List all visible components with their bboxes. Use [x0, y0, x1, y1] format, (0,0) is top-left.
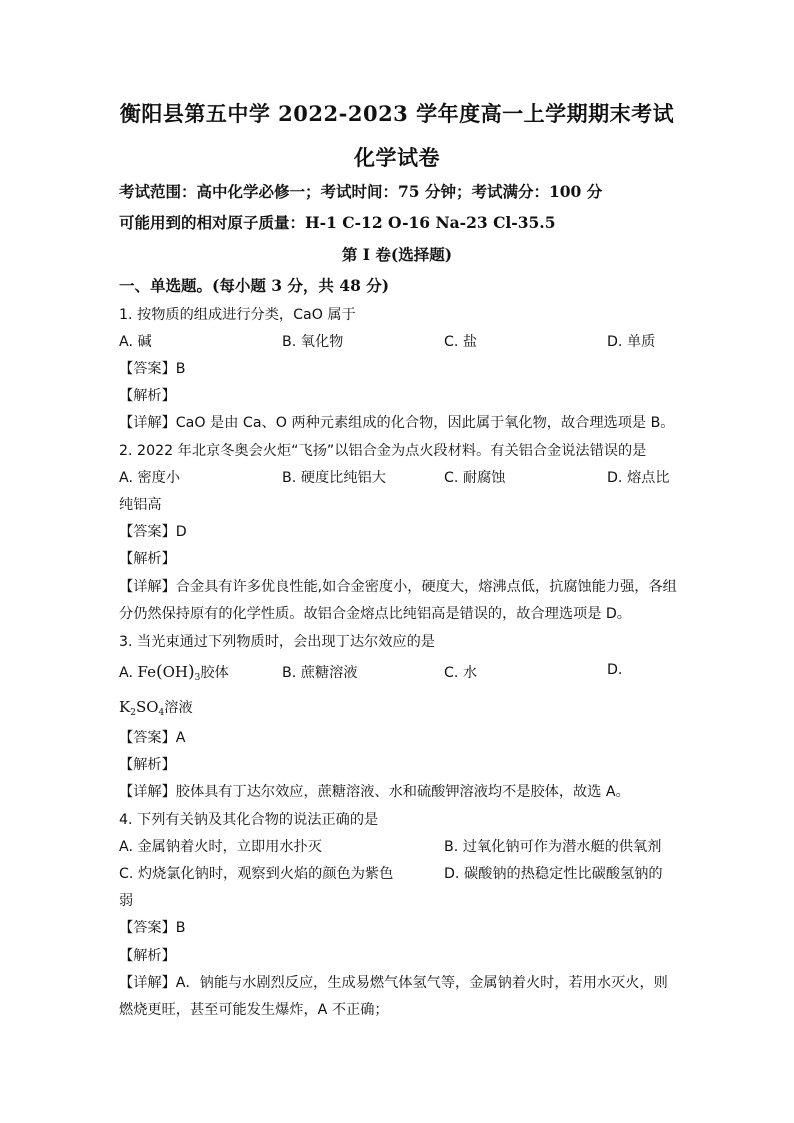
- question-1-stem: 1. 按物质的组成进行分类，CaO 属于: [119, 307, 356, 323]
- question-1-analysis: 【解析】: [119, 388, 176, 404]
- question-4-analysis: 【解析】: [119, 948, 176, 964]
- question-1-option-b: B. 氧化物: [282, 334, 344, 350]
- question-2-stem: 2. 2022 年北京冬奥会火炬“飞扬”以铝合金为点火段材料。有关铝合金说法错误的是: [119, 443, 647, 459]
- question-4-option-c: C. 灼烧氯化钠时，观察到火焰的颜色为紫色: [119, 866, 394, 882]
- question-2-analysis: 【解析】: [119, 551, 176, 567]
- question-3-stem: 3. 当光束通过下列物质时，会出现丁达尔效应的是: [119, 634, 435, 650]
- question-2-answer: 【答案】D: [119, 524, 187, 540]
- question-3-detail: 【详解】胶体具有丁达尔效应，蔗糖溶液、水和硫酸钾溶液均不是胶体，故选 A。: [119, 784, 630, 800]
- question-4-detail-line-1: 【详解】A．钠能与水剧烈反应，生成易燃气体氢气等，金属钠着火时，若用水灭火，则: [119, 975, 668, 991]
- potassium-sulfate-formula: $K_2SO_4$: [119, 698, 165, 718]
- question-2-option-d: D. 熔点比: [607, 470, 670, 486]
- question-1-option-d: D. 单质: [607, 334, 656, 350]
- volume-heading: 第 I 卷(选择题): [341, 245, 453, 264]
- question-3-option-b: B. 蔗糖溶液: [282, 665, 358, 681]
- question-4-option-d: D. 碳酸钠的热稳定性比碳酸氢钠的: [444, 866, 663, 882]
- question-4-option-a: A. 金属钠着火时，立即用水扑灭: [119, 839, 322, 855]
- question-2-detail-line-2: 分仍然保持原有的化学性质。故铝合金熔点比纯铝高是错误的，故合理选项是 D。: [119, 606, 631, 622]
- question-3-option-d: D.: [607, 662, 623, 678]
- question-4-stem: 4. 下列有关钠及其化合物的说法正确的是: [119, 812, 379, 828]
- question-1-option-a: A. 碱: [119, 334, 152, 350]
- question-4-option-d-wrap: 弱: [119, 893, 134, 909]
- question-2-detail-line-1: 【详解】合金具有许多优良性能,如合金密度小，硬度大，熔沸点低，抗腐蚀能力强，各组: [119, 579, 677, 595]
- question-4-detail-line-2: 燃烧更旺，甚至可能发生爆炸，A 不正确；: [119, 1002, 389, 1018]
- atomic-masses: 可能用到的相对原子质量：H-1 C-12 O-16 Na-23 Cl-35.5: [119, 213, 556, 232]
- exam-info: 考试范围：高中化学必修一；考试时间：75 分钟；考试满分：100 分: [119, 182, 603, 201]
- question-3-option-a-letter: A.: [119, 665, 133, 681]
- question-4-answer: 【答案】B: [119, 920, 186, 936]
- question-1-answer: 【答案】B: [119, 361, 186, 377]
- section-heading: 一、单选题。(每小题 3 分，共 48 分): [119, 276, 390, 295]
- question-4-option-b: B. 过氧化钠可作为潜水艇的供氧剂: [444, 839, 662, 855]
- question-2-option-a: A. 密度小: [119, 470, 181, 486]
- question-2-option-c: C. 耐腐蚀: [444, 470, 506, 486]
- question-3-option-d-formula: $K_2SO_4$溶液: [119, 698, 193, 718]
- exam-title: 衡阳县第五中学 2022-2023 学年度高一上学期期末考试: [119, 101, 675, 126]
- question-3-option-c: C. 水: [444, 665, 478, 681]
- iron-hydroxide-formula: $Fe(OH)_3$: [137, 662, 201, 683]
- question-3-option-a: A. $Fe(OH)_3$胶体: [119, 662, 229, 683]
- question-1-detail: 【详解】CaO 是由 Ca、O 两种元素组成的化合物，因此属于氧化物，故合理选项是 B。: [119, 415, 675, 431]
- question-1-option-c: C. 盐: [444, 334, 478, 350]
- question-3-analysis: 【解析】: [119, 757, 176, 773]
- exam-subtitle: 化学试卷: [354, 145, 440, 170]
- question-3-answer: 【答案】A: [119, 730, 186, 746]
- question-2-option-b: B. 硬度比纯铝大: [282, 470, 386, 486]
- question-2-option-d-wrap: 纯铝高: [119, 497, 162, 513]
